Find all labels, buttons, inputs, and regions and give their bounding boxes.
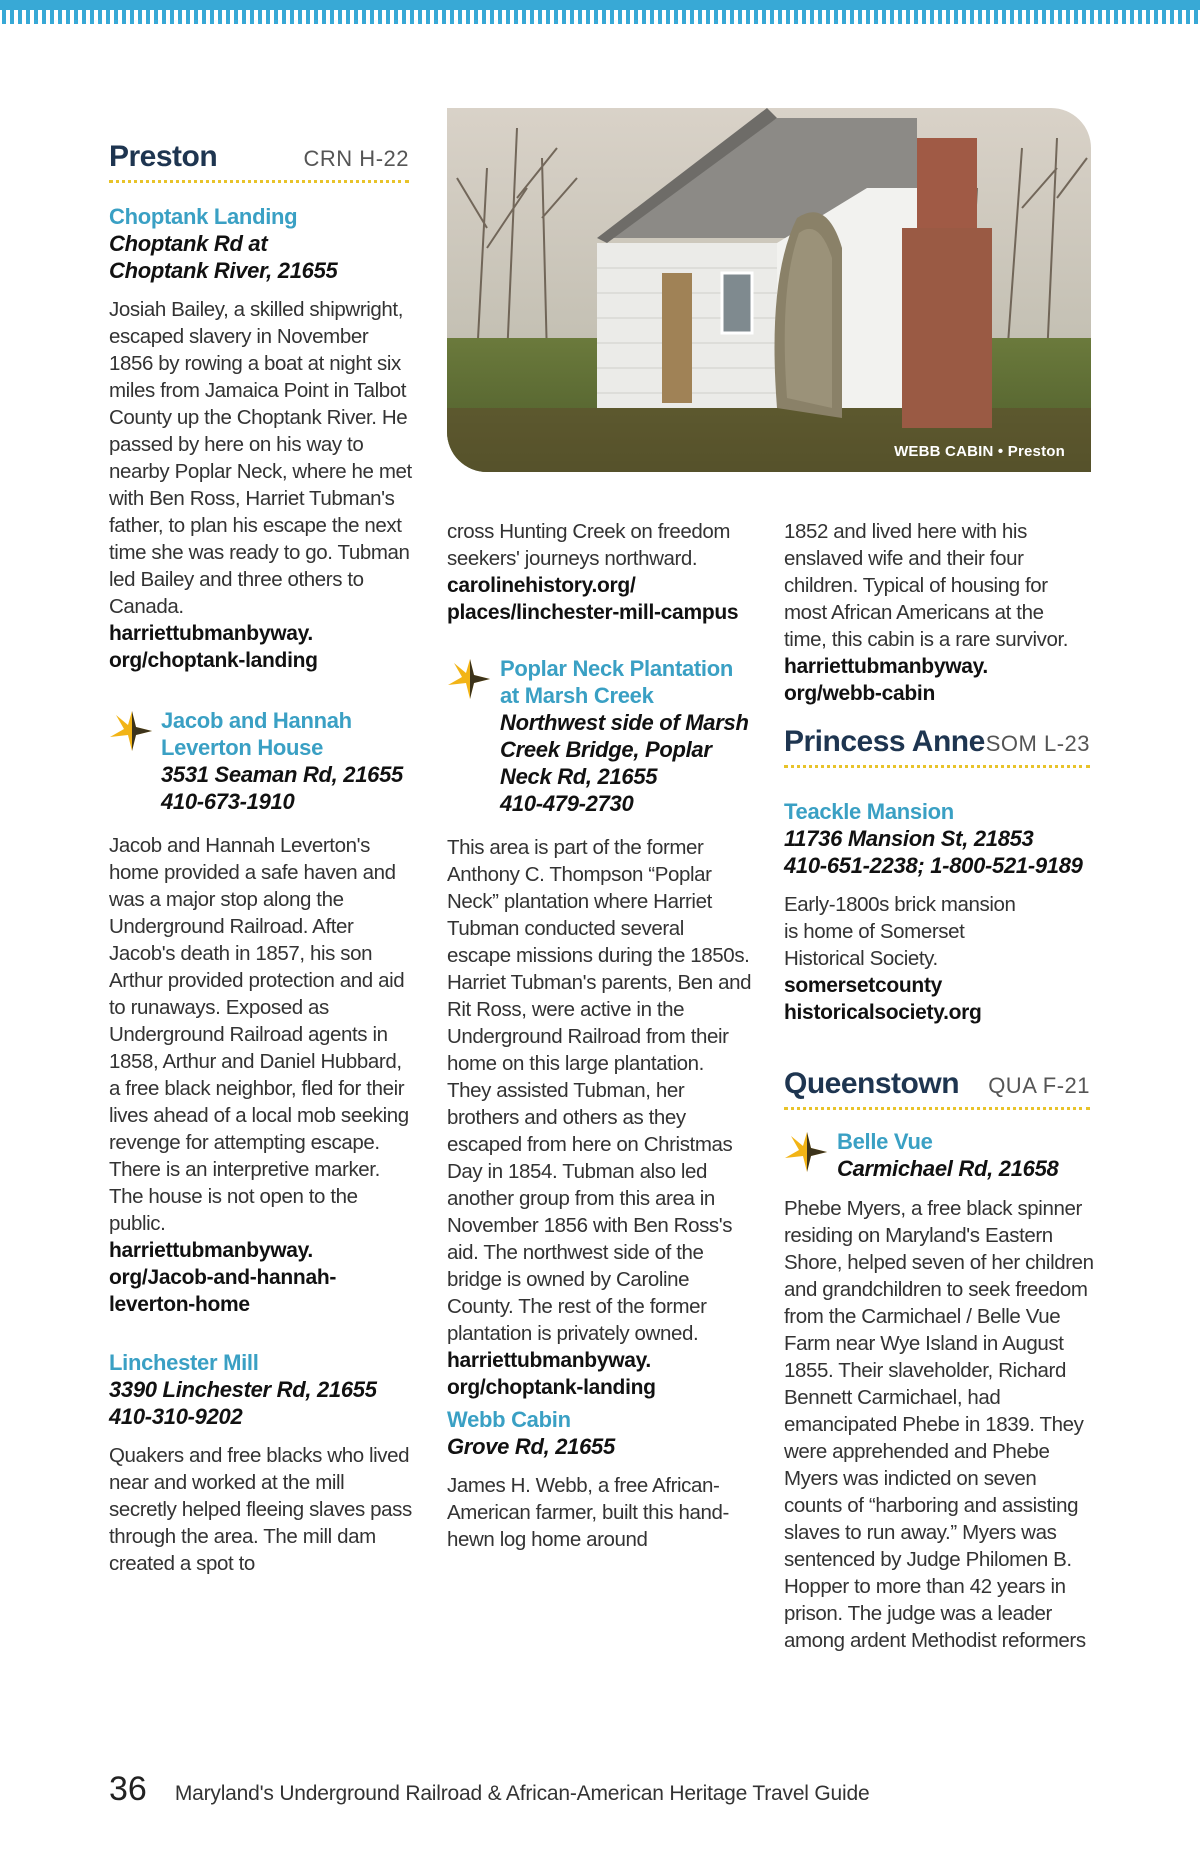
site-address: 3390 Linchester Rd, 21655 (109, 1377, 377, 1402)
site-name: Webb Cabin (447, 1407, 571, 1432)
site-entry-teackle-mansion (784, 798, 1094, 1026)
leverton-description: Jacob and Hannah Leverton's home provided a safe haven and was a major stop along the Underground Railroad. After Jacob's death in 1857, his son Arthur provided protection and aid to runaways. Exposed as Underground Railroad agents in 1858, Arthur and Daniel Hubbard, a free black neighbor, fled for their lives ahead of a local mob seeking revenge for attempting escape. There is an interpretive marker. The house is not open to the public. (109, 834, 409, 1235)
site-name: Poplar Neck Plantation (500, 656, 734, 681)
site-address: 3531 Seaman Rd, 21655 (161, 762, 403, 787)
page-number: 36 (109, 1770, 147, 1808)
site-address: 11736 Mansion St, 21853 (784, 826, 1034, 851)
photo-caption: WEBB CABIN • Preston (894, 443, 1065, 460)
site-name: Teackle Mansion (784, 799, 954, 824)
town-name: Princess Anne (784, 725, 985, 758)
site-description (109, 832, 414, 1318)
site-url[interactable]: harriettubmanbyway. (109, 1239, 313, 1262)
site-address: Neck Rd, 21655 (500, 764, 658, 789)
top-border-stripe (0, 0, 1200, 28)
site-phone: 410-651-2238; 1-800-521-9189 (784, 853, 1083, 878)
site-url[interactable]: carolinehistory.org/ (447, 574, 636, 597)
site-name: Choptank Landing (109, 204, 298, 229)
town-name: Queenstown (784, 1067, 960, 1100)
site-address: Creek Bridge, Poplar (500, 737, 712, 762)
site-entry-leverton-house (161, 707, 411, 815)
site-description (447, 834, 752, 1401)
site-address: Choptank Rd at (109, 231, 268, 256)
site-entry-choptank-landing (109, 203, 414, 674)
site-address: Choptank River, 21655 (109, 258, 338, 283)
linchester-description-continued: cross Hunting Creek on freedom seekers' journeys northward. (447, 520, 731, 570)
site-phone: 410-310-9202 (109, 1404, 243, 1429)
site-address: Northwest side of Marsh (500, 710, 749, 735)
site-description (784, 1195, 1094, 1654)
site-url[interactable]: org/choptank-landing (447, 1376, 656, 1399)
site-description: Early-1800s brick mansion is home of Somerset Historical Society. (784, 893, 1016, 970)
map-grid-code: QUA F-21 (988, 1073, 1090, 1098)
linchester-continued (447, 518, 752, 626)
star-icon (444, 655, 492, 703)
site-url[interactable]: org/choptank-landing (109, 649, 318, 672)
site-phone: 410-673-1910 (161, 789, 295, 814)
site-url[interactable]: harriettubmanbyway. (109, 622, 313, 645)
webb-cabin-photo (447, 108, 1091, 472)
town-header-preston (109, 140, 409, 183)
site-name: Leverton House (161, 735, 324, 760)
map-grid-code: SOM L-23 (985, 731, 1090, 756)
site-entry-linchester-mill (109, 1349, 414, 1577)
site-address: Grove Rd, 21655 (447, 1434, 615, 1459)
bellevue-description: Phebe Myers, a free black spinner residing on Maryland's Eastern Shore, helped seven of her children and grandchildren to seek freedom from the Carmichael / Belle Vue Farm near Wye Island in August 1855. Their slaveholder, Richard Bennett Carmichael, had emancipated Phebe in 1839. They were apprehended and Phebe Myers was indicted on seven counts of “harboring and assisting slaves to run away.” Myers was sentenced by Judge Philomen B. Hopper to more than 42 years in prison. The judge was a leader among ardent Methodist reformers (784, 1197, 1094, 1652)
site-entry-webb-cabin (447, 1406, 752, 1553)
page-footer (109, 1770, 869, 1809)
site-entry-belle-vue (837, 1128, 1087, 1182)
poplar-description: This area is part of the former Anthony C. Thompson “Poplar Neck” plantation where Harriet Tubman conducted several escape missions during the 1850s. Harriet Tubman's parents, Ben and Rit Ross, were active in the Underground Railroad from their home on this large plantation. They assisted Tubman, her brothers and others as they escaped from here on Christmas Day in 1854. Tubman also led another group from this area in November 1856 with Ben Ross's aid. The northwest side of the bridge is owned by Caroline County. The rest of the former plantation is privately owned. (447, 836, 752, 1345)
webb-description-continued: 1852 and lived here with his enslaved wife and their four children. Typical of housing for most African Americans at the time, this cabin is a rare survivor. (784, 520, 1069, 651)
site-address: Carmichael Rd, 21658 (837, 1156, 1059, 1181)
site-name: at Marsh Creek (500, 683, 654, 708)
map-grid-code: CRN H-22 (303, 146, 409, 171)
site-url[interactable]: harriettubmanbyway. (784, 655, 988, 678)
site-phone: 410-479-2730 (500, 791, 634, 816)
site-url[interactable]: historicalsociety.org (784, 1001, 982, 1024)
site-name: Linchester Mill (109, 1350, 259, 1375)
star-icon (781, 1128, 829, 1176)
star-icon (106, 707, 154, 755)
publication-title: Maryland's Underground Railroad & African-American Heritage Travel Guide (174, 1782, 870, 1805)
cabin-illustration (447, 108, 1091, 472)
site-url[interactable]: leverton-home (109, 1293, 250, 1316)
site-description: Josiah Bailey, a skilled shipwright, escaped slavery in November 1856 by rowing a boat at night six miles from Jamaica Point in Talbot County up the Choptank River. He passed by here on his way to nearby Poplar Neck, where he met with Ben Ross, Harriet Tubman's father, to plan his escape the next time she was ready to go. Tubman led Bailey and three others to Canada. (109, 298, 412, 618)
site-url[interactable]: org/webb-cabin (784, 682, 935, 705)
site-url[interactable]: somersetcounty (784, 974, 943, 997)
town-name: Preston (109, 140, 218, 173)
site-name: Jacob and Hannah (161, 708, 352, 733)
site-name: Belle Vue (837, 1129, 933, 1154)
site-url[interactable]: harriettubmanbyway. (447, 1349, 651, 1372)
site-description: James H. Webb, a free African-American farmer, built this hand-hewn log home around (447, 1474, 729, 1551)
town-header-queenstown (784, 1067, 1090, 1110)
site-url[interactable]: places/linchester-mill-campus (447, 601, 739, 624)
site-description: Quakers and free blacks who lived near and worked at the mill secretly helped fleeing slaves pass through the area. The mill dam created a spot to (109, 1444, 412, 1575)
site-entry-poplar-neck (500, 655, 750, 817)
town-header-princess-anne (784, 725, 1090, 768)
site-url[interactable]: org/Jacob-and-hannah- (109, 1266, 337, 1289)
webb-continued (784, 518, 1089, 707)
